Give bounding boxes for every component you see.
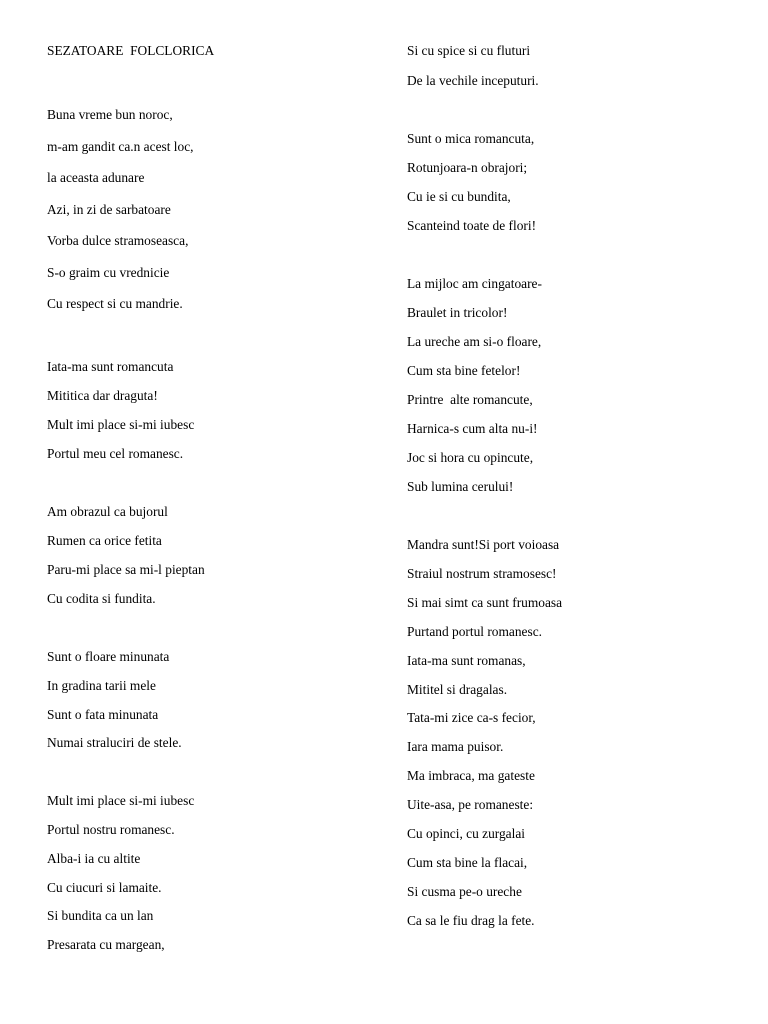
poem-line: Am obrazul ca bujorul xyxy=(47,504,168,519)
poem-line: Iara mama puisor. xyxy=(407,739,504,754)
poem-line: Cu codita si fundita. xyxy=(47,591,156,606)
poem-line: Ma imbraca, ma gateste xyxy=(407,768,535,783)
poem-line: Sunt o floare minunata xyxy=(47,649,170,664)
poem-line: Si bundita ca un lan xyxy=(47,908,154,923)
poem-title: SEZATOARE FOLCLORICA xyxy=(47,43,215,58)
poem-line: Rotunjoara-n obrajori; xyxy=(407,160,528,175)
poem-line: Mititica dar draguta! xyxy=(47,388,158,403)
poem-line: Cum sta bine fetelor! xyxy=(407,363,521,378)
poem-line: Si cusma pe-o ureche xyxy=(407,884,522,899)
poem-line: De la vechile inceputuri. xyxy=(407,73,539,88)
poem-line: Portul meu cel romanesc. xyxy=(47,446,184,461)
poem-line: Mult imi place si-mi iubesc xyxy=(47,417,195,432)
poem-line: Straiul nostrum stramosesc! xyxy=(407,566,557,581)
poem-line: Mititel si dragalas. xyxy=(407,682,508,697)
poem-line: Printre alte romancute, xyxy=(407,392,533,407)
poem-line: Buna vreme bun noroc, xyxy=(47,107,173,122)
poem-line: Uite-asa, pe romaneste: xyxy=(407,797,534,812)
poem-line: Presarata cu margean, xyxy=(47,937,165,952)
poem-line: Portul nostru romanesc. xyxy=(47,822,175,837)
poem-line: Vorba dulce stramoseasca, xyxy=(47,233,189,248)
poem-line: Iata-ma sunt romancuta xyxy=(47,359,174,374)
poem-line: Cu respect si cu mandrie. xyxy=(47,296,183,311)
poem-line: m-am gandit ca.n acest loc, xyxy=(47,139,194,154)
poem-line: Si mai simt ca sunt frumoasa xyxy=(407,595,563,610)
poem-line: Scanteind toate de flori! xyxy=(407,218,537,233)
poem-line: Sunt o mica romancuta, xyxy=(407,131,535,146)
poem-line: La mijloc am cingatoare- xyxy=(407,276,542,291)
poem-line: Harnica-s cum alta nu-i! xyxy=(407,421,538,436)
poem-line: La ureche am si-o floare, xyxy=(407,334,542,349)
poem-line: Cum sta bine la flacai, xyxy=(407,855,528,870)
poem-line: Iata-ma sunt romanas, xyxy=(407,653,526,668)
poem-line: Cu opinci, cu zurgalai xyxy=(407,826,526,841)
poem-line: In gradina tarii mele xyxy=(47,678,156,693)
poem-line: Numai straluciri de stele. xyxy=(47,735,182,750)
poem-line: Tata-mi zice ca-s fecior, xyxy=(407,710,536,725)
poem-line: Mult imi place si-mi iubesc xyxy=(47,793,195,808)
poem-line: la aceasta adunare xyxy=(47,170,145,185)
poem-line: Sunt o fata minunata xyxy=(47,707,159,722)
poem-line: Braulet in tricolor! xyxy=(407,305,508,320)
poem-line: Cu ie si cu bundita, xyxy=(407,189,511,204)
poem-line: Sub lumina cerului! xyxy=(407,479,514,494)
poem-line: S-o graim cu vrednicie xyxy=(47,265,170,280)
poem-line: Cu ciucuri si lamaite. xyxy=(47,880,162,895)
poem-line: Alba-i ia cu altite xyxy=(47,851,141,866)
poem-line: Azi, in zi de sarbatoare xyxy=(47,202,171,217)
poem-line: Si cu spice si cu fluturi xyxy=(407,43,531,58)
poem-line: Paru-mi place sa mi-l pieptan xyxy=(47,562,205,577)
poem-line: Rumen ca orice fetita xyxy=(47,533,162,548)
poem-line: Joc si hora cu opincute, xyxy=(407,450,534,465)
poem-line: Ca sa le fiu drag la fete. xyxy=(407,913,535,928)
poem-line: Mandra sunt!Si port voioasa xyxy=(407,537,560,552)
poem-line: Purtand portul romanesc. xyxy=(407,624,542,639)
